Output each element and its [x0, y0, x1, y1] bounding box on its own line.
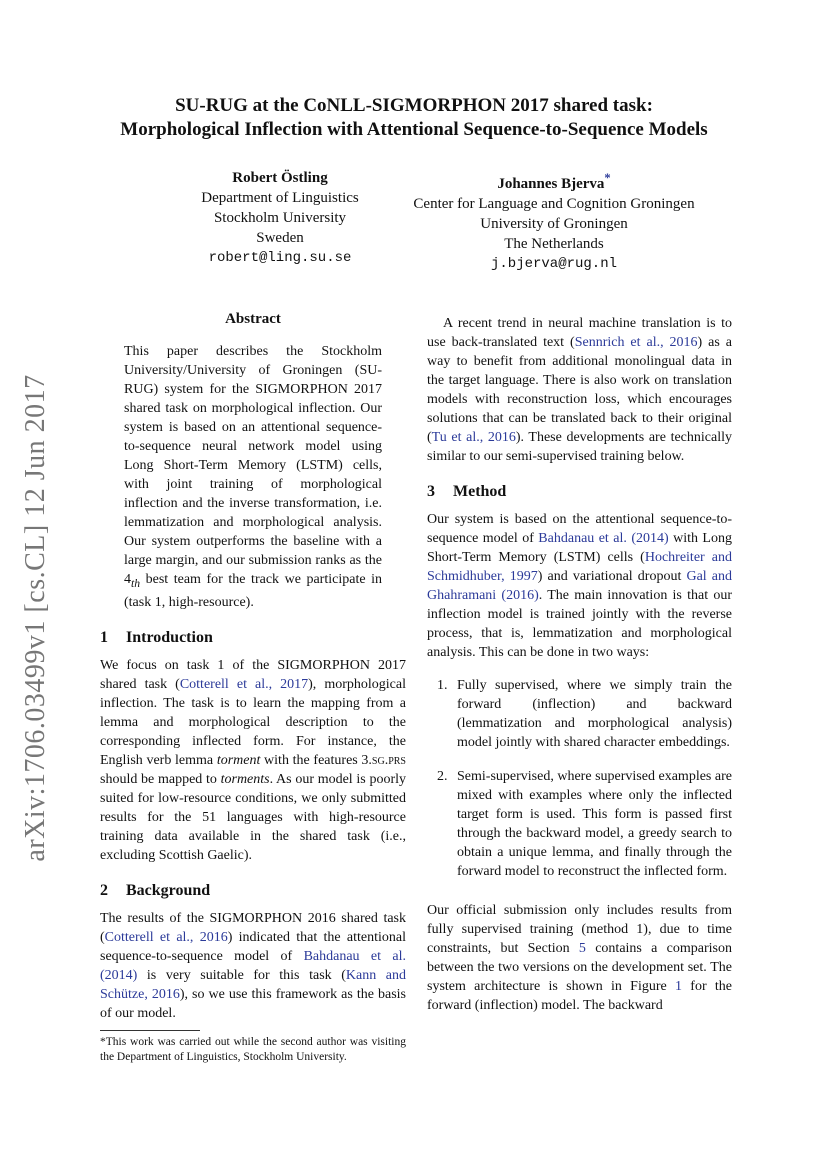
- background-paragraph: [100, 909, 406, 1023]
- section-heading-background: [100, 881, 406, 900]
- citation-link[interactable]: Cotterell et al., 2016: [104, 929, 228, 945]
- text-run: ) indicated that the attentional sequence-to-sequence model of: [100, 929, 406, 964]
- list-item: [427, 676, 732, 752]
- author-name: Johannes Bjerva: [497, 176, 605, 192]
- text-run: with the features 3.: [260, 752, 372, 768]
- paper-title: [60, 94, 768, 142]
- author-name: Robert Östling: [232, 170, 328, 186]
- text-run: ) and variational dropout: [537, 569, 687, 584]
- section-number: 2: [100, 881, 108, 899]
- section-number: 3: [427, 483, 435, 500]
- text-run: ). These developments are technically similar to our semi-supervised training below.: [427, 430, 732, 464]
- section-number: 1: [100, 628, 108, 646]
- figure-ref-link[interactable]: 1: [675, 979, 682, 994]
- list-marker: 2.: [437, 769, 448, 784]
- text-run: We focus on task 1 of the SIGMORPHON 2017 shared task (: [100, 657, 406, 692]
- author-affiliation: Sweden: [256, 230, 304, 246]
- arxiv-stamp-text: arXiv:1706.03499v1 [cs.CL] 12 Jun 2017: [20, 374, 51, 862]
- section-ref-link[interactable]: 5: [578, 941, 586, 956]
- footnote-marker[interactable]: *: [604, 171, 611, 185]
- author-email: j.bjerva@rug.nl: [490, 256, 618, 272]
- section-heading-introduction: [100, 628, 406, 647]
- citation-link[interactable]: Tu et al., 2016: [431, 430, 516, 445]
- author-block-1: [170, 168, 390, 268]
- text-run: contains a comparison between the two versions on the development set. The system architecture is shown in Figure: [427, 941, 732, 994]
- right-column: [427, 314, 732, 1015]
- title-line-1: SU-RUG at the CoNLL-SIGMORPHON 2017 shared task:: [175, 95, 653, 116]
- citation-link[interactable]: Cotterell et al., 2017: [179, 676, 309, 692]
- title-line-2: Morphological Inflection with Attentional Sequence-to-Sequence Models: [120, 119, 708, 140]
- section-title: Introduction: [126, 628, 213, 646]
- method-paragraph-2: [427, 901, 732, 1015]
- text-run: The results of the SIGMORPHON 2016 shared task (: [100, 910, 406, 945]
- abstract-body: [124, 342, 382, 612]
- abstract-heading: Abstract: [225, 311, 281, 327]
- author-affiliation: Stockholm University: [213, 210, 347, 226]
- author-affiliation: University of Groningen: [480, 216, 628, 232]
- author-email: robert@ling.su.se: [208, 250, 352, 266]
- feature-tag: sg.prs: [371, 752, 406, 768]
- section-title: Method: [453, 483, 507, 500]
- author-affiliation: Center for Language and Cognition Groningen: [413, 196, 695, 212]
- emphasis: torment: [216, 752, 261, 768]
- text-run: ) as a way to benefit from additional monolingual data in the target language. There is also work on translation models with reconstruction loss, which encourages solutions that can be translated back to their original (: [427, 335, 732, 445]
- text-run: . As our model is poorly suited for low-resource conditions, we only submitted results for the 51 languages with high-resource training data available in the shared task (i.e., excluding Scottish Gaelic).: [100, 771, 406, 863]
- author-name-line: [394, 168, 714, 194]
- abstract-text: This paper describes the Stockholm University/University of Groningen (SU-RUG) system for the SIGMORPHON 2017 shared task on morphological inflection. Our system is based on an attentional sequence-to-sequence neural network model using Long Short-Term Memory (LSTM) cells, with joint training of morphological inflection and the inverse transformation, i.e. lemmatization and morphological analysis. Our system outperforms the baseline with a large margin, and our submission ranks as the 4: [124, 344, 382, 587]
- text-run: with Long Short-Term Memory (LSTM) cells (: [427, 531, 732, 565]
- right-intro-paragraph: [427, 314, 732, 466]
- text-run: ), so we use this framework as the basis of our model.: [100, 986, 406, 1021]
- citation-link[interactable]: Gal and Ghahramani (2016): [427, 569, 732, 603]
- text-run: should be mapped to: [100, 771, 221, 787]
- list-item-text: Fully supervised, where we simply train the forward (inflection) and backward (lemmatization and morphological analysis) model jointly with shared character embeddings.: [457, 678, 732, 750]
- list-item: [427, 767, 732, 881]
- footnote: *This work was carried out while the second author was visiting the Department of Linguistics, Stockholm University.: [100, 1036, 406, 1063]
- abstract-text-end: best team for the track we participate in (task 1, high-resource).: [124, 572, 382, 610]
- text-run: ), morphological inflection. The task is to learn the mapping from a lemma and morphological description to the corresponding inflected form. For instance, the English verb lemma: [100, 676, 406, 768]
- citation-link[interactable]: Kann and Schütze, 2016: [100, 967, 406, 1002]
- author-affiliation: Department of Linguistics: [201, 190, 359, 206]
- introduction-paragraph: [100, 656, 406, 865]
- text-run: for the forward (inflection) model. The backward: [427, 979, 732, 1013]
- method-paragraph: [427, 510, 732, 662]
- citation-link[interactable]: Bahdanau et al. (2014): [538, 531, 669, 546]
- emphasis: torments: [220, 771, 270, 787]
- abstract-subscript: th: [131, 576, 141, 590]
- footnote-rule: [100, 1030, 200, 1031]
- text-run: is very suitable for this task (: [137, 967, 346, 983]
- text-run: A recent trend in neural machine translation is to use back-translated text (: [427, 316, 732, 350]
- list-marker: 1.: [437, 678, 448, 693]
- text-run: Our system is based on the attentional sequence-to-sequence model of: [427, 512, 732, 546]
- citation-link[interactable]: Bahdanau et al. (2014): [100, 948, 406, 983]
- text-run: Our official submission only includes results from fully supervised training (method 1), due to time constraints, but Section: [427, 903, 732, 956]
- left-column: [100, 310, 406, 1023]
- section-heading-method: [427, 482, 732, 501]
- citation-link[interactable]: Sennrich et al., 2016: [574, 335, 698, 350]
- section-title: Background: [126, 881, 211, 899]
- arxiv-stamp: [16, 368, 56, 868]
- method-list: [427, 676, 732, 881]
- author-block-2: [394, 168, 714, 274]
- author-affiliation: The Netherlands: [504, 236, 604, 252]
- citation-link[interactable]: Hochreiter and Schmidhuber, 1997: [427, 550, 732, 584]
- list-item-text: Semi-supervised, where supervised examples are mixed with examples where only the inflected target form is used. This form is passed first through the backward model, a greedy search to obtain a unique lemma, and finally through the forward model to reconstruct the inflected form.: [457, 769, 732, 879]
- text-run: . The main innovation is that our inflection model is trained jointly with the reverse process, that is, lemmatization and morphological analysis. This can be done in two ways:: [427, 588, 732, 660]
